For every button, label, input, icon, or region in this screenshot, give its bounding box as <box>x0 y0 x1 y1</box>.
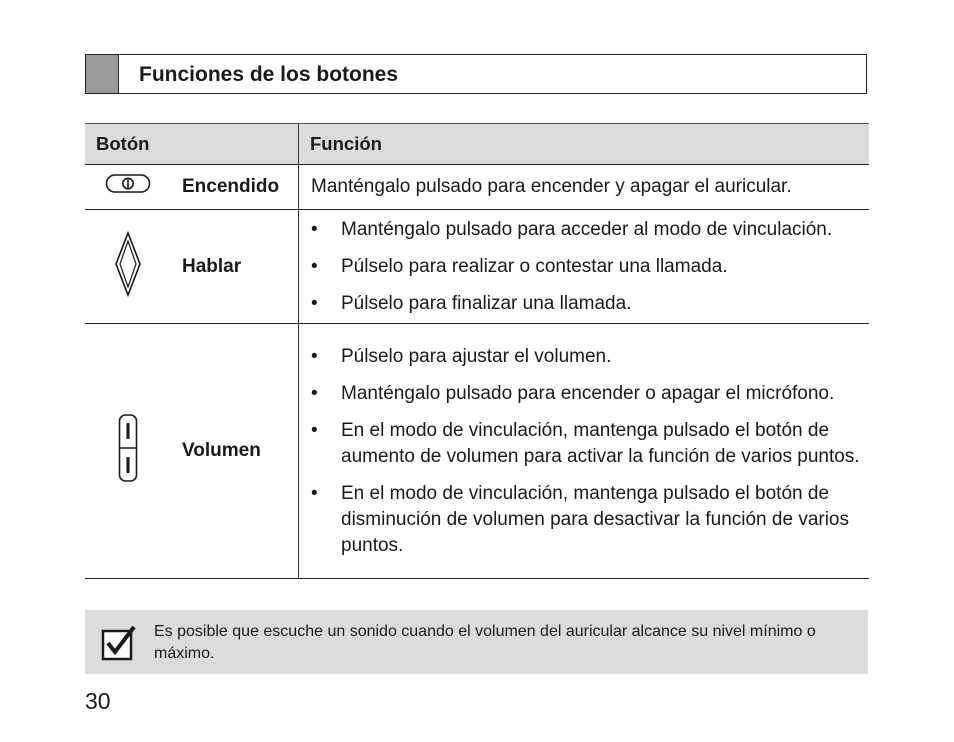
section-marker <box>86 55 119 93</box>
list-item: • En el modo de vinculación, mantenga pulsado el botón de aumento de volumen para activar la función de varios puntos. <box>311 418 865 470</box>
header-function: Función <box>299 124 870 165</box>
button-name: Hablar <box>170 210 299 324</box>
page-number: 30 <box>85 688 111 714</box>
list-item: • Manténgalo pulsado para acceder al modo de vinculación. <box>311 217 865 243</box>
note-text: Es posible que escuche un sonido cuando el volumen del auricular alcance su nivel mínimo o máximo. <box>154 623 816 662</box>
power-button-icon <box>105 173 151 195</box>
list-item: • Púlselo para ajustar el volumen. <box>311 344 865 370</box>
checkmark-icon <box>101 625 137 661</box>
function-list <box>311 217 865 317</box>
volume-button-icon <box>117 413 139 483</box>
section-header <box>85 54 867 94</box>
note-box <box>85 610 868 674</box>
talk-button-icon <box>114 231 142 297</box>
list-item: • Púlselo para realizar o contestar una llamada. <box>311 254 865 280</box>
button-functions-table <box>85 123 869 579</box>
function-list <box>311 344 865 559</box>
list-item: • En el modo de vinculación, mantenga pulsado el botón de disminución de volumen para desactivar la función de varios puntos. <box>311 481 865 559</box>
function-text: Manténgalo pulsado para encender y apagar el auricular. <box>311 176 792 197</box>
section-title: Funciones de los botones <box>139 63 399 86</box>
table-row <box>85 165 869 210</box>
button-name: Volumen <box>170 324 299 579</box>
list-item: • Púlselo para finalizar una llamada. <box>311 291 865 317</box>
header-button: Botón <box>85 124 299 165</box>
button-name: Encendido <box>170 165 299 210</box>
list-item: • Manténgalo pulsado para encender o apagar el micrófono. <box>311 381 865 407</box>
table-row <box>85 324 869 579</box>
table-row <box>85 210 869 324</box>
table-header-row <box>85 124 869 165</box>
